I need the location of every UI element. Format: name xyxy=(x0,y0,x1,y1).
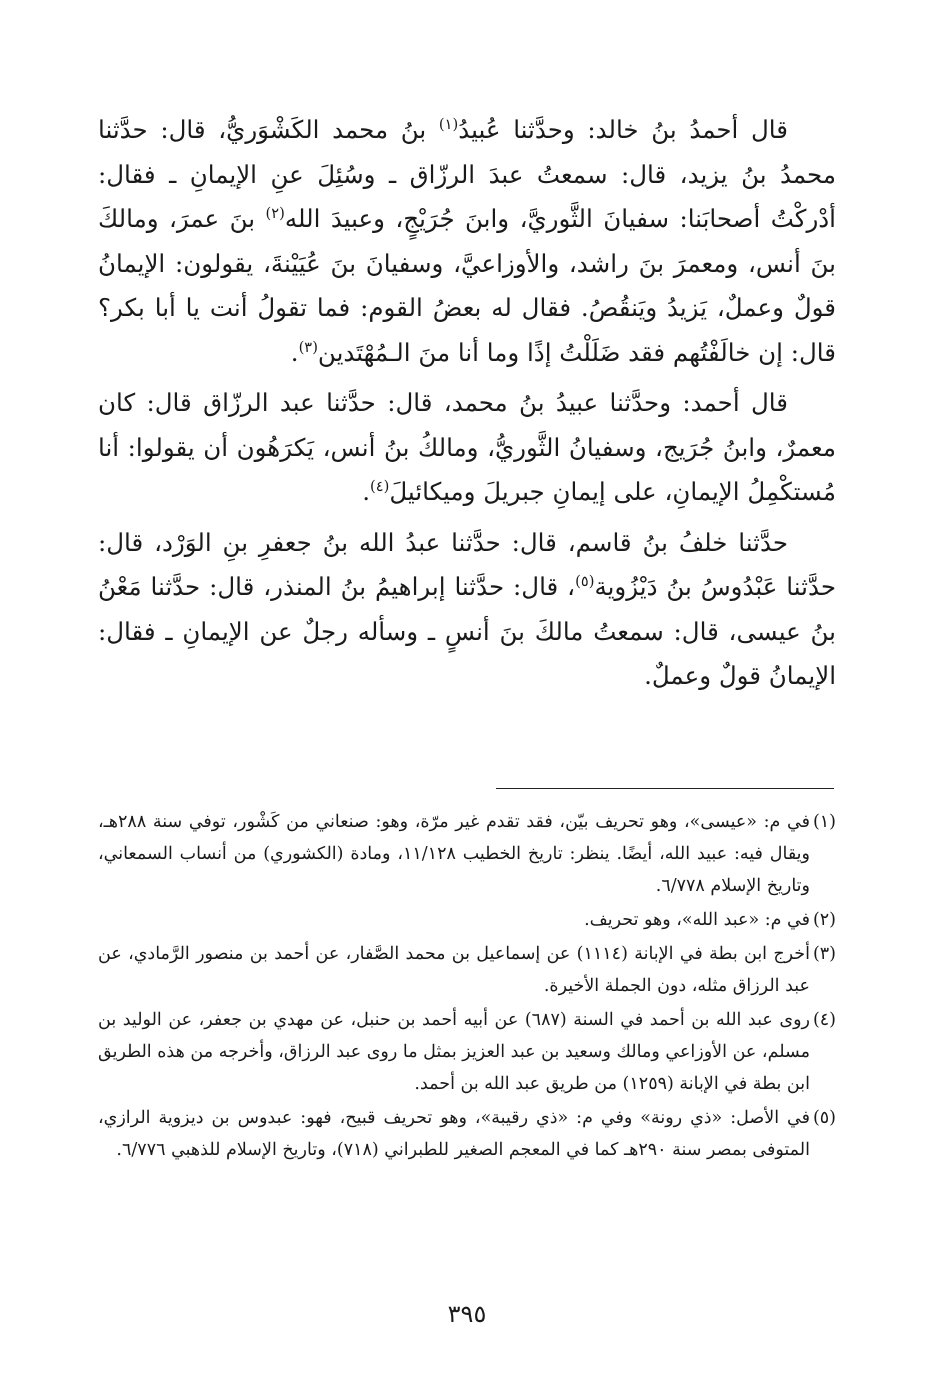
paragraph-text: بنَ عمرَ، ومالكَ بنَ أنس، ومعمرَ بنَ راشد، والأوزاعيَّ، وسفيانَ بنَ عُيَيْنةَ، يقولون: الإيمانُ قولٌ وعملٌ، يَزيدُ ويَنقُصُ. فقال له بعضُ القوم: فما تقولُ أنت يا أبا بكر؟ قال: إن خالَفْتُهم فقد ضَلَلْتُ إذًا وما أنا منَ الـمُهْتَدين xyxy=(98,204,836,367)
footnote-ref[interactable]: (٥) xyxy=(575,572,595,590)
footnote-ref[interactable]: (٣) xyxy=(298,338,318,356)
paragraph-text: ، قال: حدَّثنا إبراهيمُ بنُ المنذر، قال: حدَّثنا مَعْنُ بنُ عيسى، قال: سمعتُ مالكَ بنَ أنسٍ ـ وسأله رجلٌ عن الإيمانِ ـ فقال: الإيمانُ قولٌ وعملٌ. xyxy=(98,572,836,690)
paragraph-text: بنُ محمد الكَشْوَريُّ، قال: حدَّثنا محمدُ بنُ يزيد، قال: سمعتُ عبدَ الرزّاق ـ وسُئِلَ عنِ الإيمانِ ـ فقال: أدْركْتُ أصحابَنا: سفيانَ الثَّوريَّ، وابنَ جُرَيْجٍ، وعبيدَ الله xyxy=(98,115,836,233)
footnote-1 xyxy=(98,806,836,902)
paragraph-text: . xyxy=(362,477,371,506)
paragraph-text: . xyxy=(290,337,299,367)
paragraph-text: قال أحمد: وحدَّثنا عبيدُ بنُ محمد، قال: حدَّثنا عبد الرزّاق قال: كان معمرٌ، وابنُ جُرَيج، وسفيانُ الثَّوريُّ، ومالكُ بنُ أنس، يَكرَهُون أن يقولوا: أنا مُستكْمِلُ الإيمانِ، على إيمانِ جبريلَ وميكائيلَ xyxy=(98,388,836,506)
paragraph-text: قال أحمدُ بنُ خالد: وحدَّثنا عُبيدُ xyxy=(458,115,788,144)
footnote-ref[interactable]: (١) xyxy=(438,115,459,133)
main-text-body xyxy=(98,108,836,705)
footnote-text: أخرج ابن بطة في الإبانة (١١١٤) عن إسماعيل بن محمد الصَّفار، عن أحمد بن منصور الرَّمادي، عن عبد الرزاق مثله، دون الجملة الأخيرة. xyxy=(98,944,810,996)
footnote-text: روى عبد الله بن أحمد في السنة (٦٨٧) عن أبيه أحمد بن حنبل، عن مهدي بن جعفر، عن الوليد بن مسلم، عن الأوزاعي ومالك وسعيد بن عبد العزيز بمثل ما روى عبد الرزاق، وأخرجه من هذه الطريق ابن بطة في الإبانة (١٢٥٩) من طريق عبد الله بن أحمد. xyxy=(98,1010,810,1094)
footnote-divider xyxy=(496,788,834,789)
footnote-number: (٢) xyxy=(812,910,836,930)
paragraph-1 xyxy=(98,108,836,375)
page-number: ٣٩٥ xyxy=(447,1300,487,1328)
footnote-number: (٤) xyxy=(812,1010,836,1030)
footnote-number: (٥) xyxy=(812,1108,836,1128)
paragraph-2 xyxy=(98,381,836,515)
paragraph-text: حدَّثنا خلفُ بنُ قاسم، قال: حدَّثنا عبدُ الله بنُ جعفرِ بنِ الوَرْد، قال: حدَّثنا عَبْدُوسُ بنُ دَيْزُوية xyxy=(98,527,836,601)
footnote-number: (١) xyxy=(812,812,836,832)
footnote-2 xyxy=(98,904,836,936)
footnote-text: في م: «عيسى»، وهو تحريف بيّن، فقد تقدم غير مرّة، وهو: صنعاني من كَشْور، توفي سنة ٢٨٨هـ، ويقال فيه: عبيد الله، أيضًا. ينظر: تاريخ الخطيب ١١/١٢٨، ومادة (الكشوري) من أنساب السمعاني، وتاريخ الإسلام ٦/٧٧٨. xyxy=(98,812,810,896)
footnote-3 xyxy=(98,938,836,1002)
footnote-text: في م: «عبد الله»، وهو تحريف. xyxy=(584,910,810,930)
footnote-text: في الأصل: «ذي رونة» وفي م: «ذي رقيبة»، وهو تحريف قبيح، فهو: عبدوس بن ديزوية الرازي، المتوفى بمصر سنة ٢٩٠هـ كما في المعجم الصغير للطبراني (٧١٨)، وتاريخ الإسلام للذهبي ٦/٧٧٦. xyxy=(98,1108,810,1160)
footnote-5 xyxy=(98,1102,836,1166)
footnote-4 xyxy=(98,1004,836,1100)
footnote-number: (٣) xyxy=(812,944,836,964)
footnotes-section xyxy=(98,806,836,1168)
footnote-ref[interactable]: (٤) xyxy=(370,477,390,495)
paragraph-3 xyxy=(98,521,836,699)
footnote-ref[interactable]: (٢) xyxy=(265,204,285,222)
